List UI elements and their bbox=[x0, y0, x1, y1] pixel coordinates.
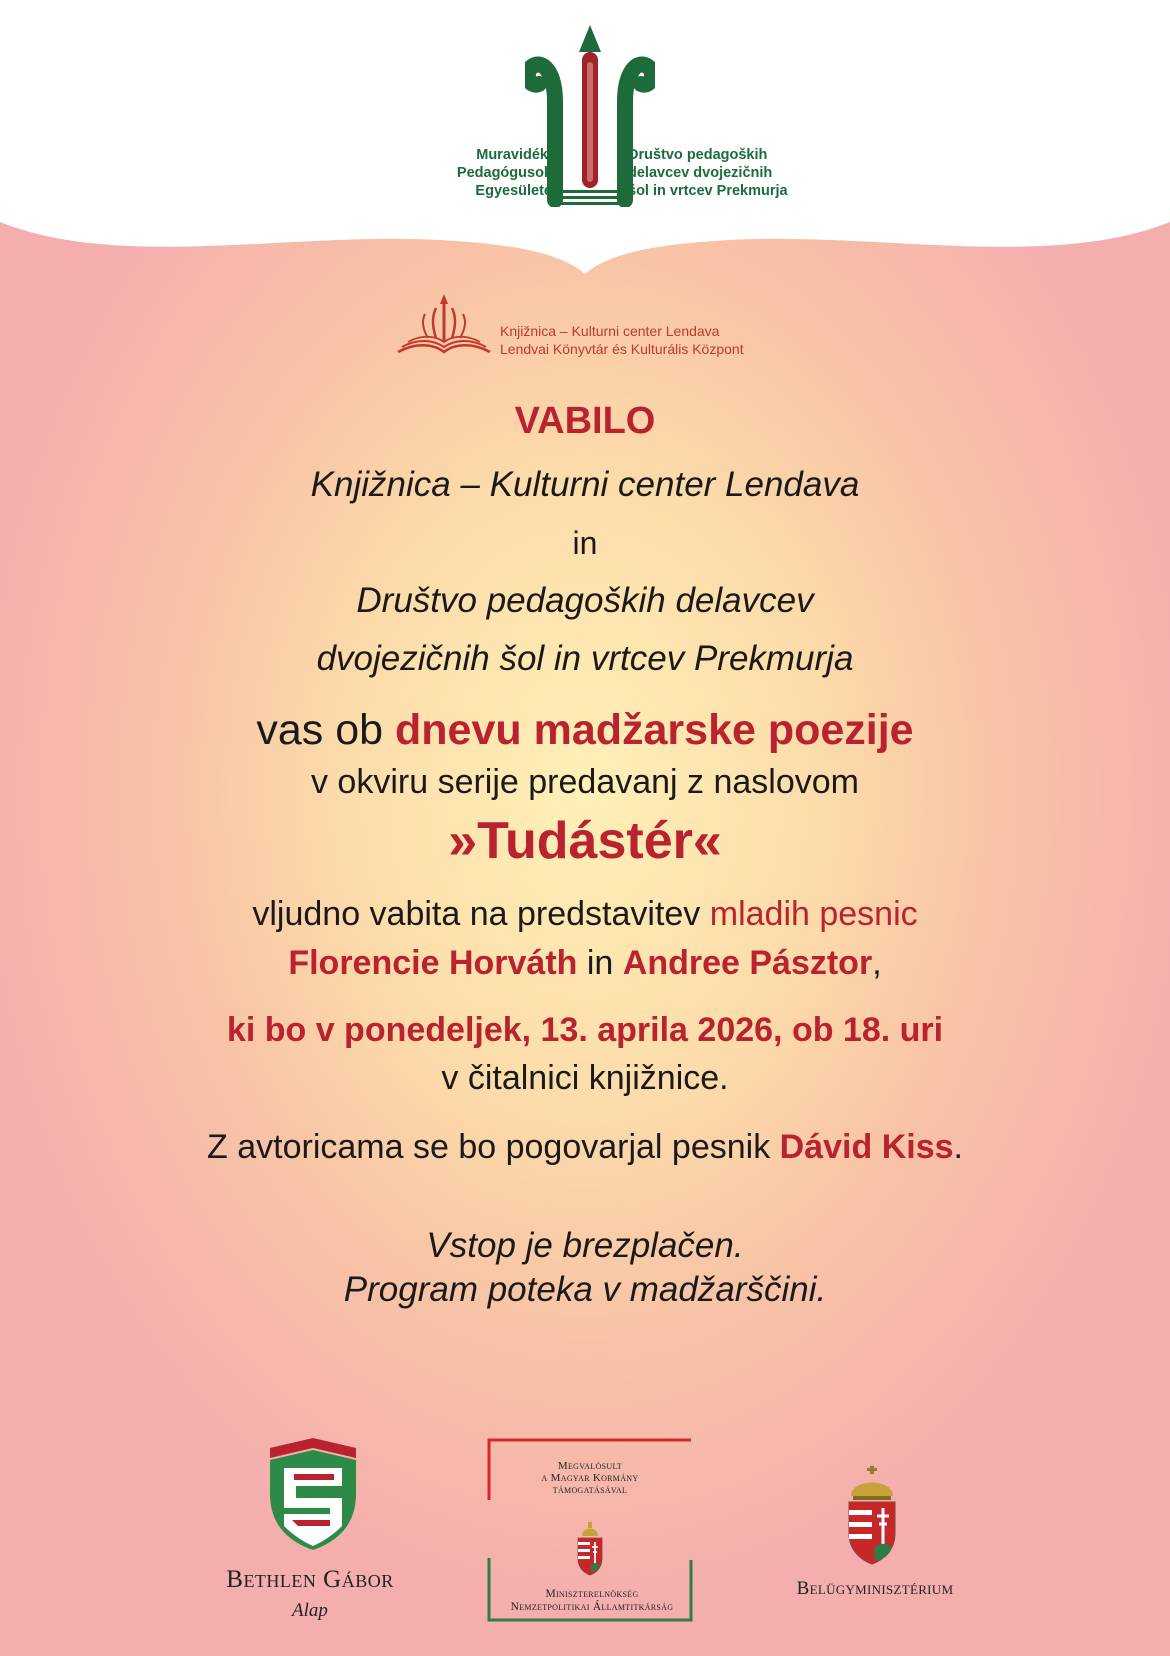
event-date: ki bo v ponedeljek, 13. aprila 2026, ob 18. uri bbox=[226, 1011, 944, 1049]
association-name-hungarian: Muravidéki Pedagógusok Egyesülete bbox=[456, 147, 552, 199]
government-support-text: Megvalósult a Magyar Kormány támogatásával bbox=[541, 1460, 639, 1496]
bethlen-gabor-shield-icon bbox=[266, 1434, 360, 1552]
poetry-day-name: dnevu madžarske poezije bbox=[395, 706, 914, 754]
event-venue: v čitalnici knjižnice. bbox=[441, 1059, 729, 1097]
entry-info: Vstop je brezplačen. bbox=[426, 1226, 744, 1265]
young-poets-label: mladih pesnic bbox=[709, 895, 918, 933]
host-association-line1: Društvo pedagoških delavcev bbox=[356, 581, 814, 620]
event-occasion: vas ob dnevu madžarske poezije bbox=[256, 706, 914, 754]
moderator-line: Z avtoricama se bo pogovarjal pesnik Dávid Kiss. bbox=[207, 1128, 963, 1166]
invite-line: vljudno vabita na predstavitev mladih pesnic bbox=[252, 895, 918, 933]
invitation-title: VABILO bbox=[514, 400, 656, 442]
series-title: »Tudástér« bbox=[448, 812, 722, 870]
poets-line: Florencie Horváth in Andree Pásztor, bbox=[288, 944, 882, 982]
series-line: v okviru serije predavanj z naslovom bbox=[310, 763, 860, 801]
interior-ministry-name: Belügyminisztérium bbox=[796, 1578, 954, 1599]
poet-name-1: Florencie Horváth bbox=[288, 944, 578, 982]
language-info: Program poteka v madžarščini. bbox=[343, 1270, 827, 1309]
hungarian-coat-of-arms-icon bbox=[576, 1522, 604, 1576]
interior-ministry-coat-of-arms-icon bbox=[845, 1466, 899, 1566]
bethlen-gabor-sub: Alap bbox=[292, 1600, 328, 1621]
moderator-name: Dávid Kiss bbox=[779, 1128, 954, 1166]
library-book-icon bbox=[394, 292, 494, 360]
host-library: Knjižnica – Kulturni center Lendava bbox=[310, 465, 860, 504]
association-name-slovenian: Društvo pedagoških delavcev dvojezičnih šol in vrtcev Prekmurja bbox=[628, 147, 788, 199]
ministry-text: Miniszterelnökség Nemzetpolitikai Államtitkárság bbox=[510, 1588, 674, 1613]
poet-name-2: Andree Pásztor bbox=[622, 944, 873, 982]
host-association-line2: dvojezičnih šol in vrtcev Prekmurja bbox=[316, 639, 854, 678]
invitation-body bbox=[0, 396, 1170, 1312]
host-conjunction: in bbox=[572, 525, 598, 561]
bethlen-gabor-name: Bethlen Gábor bbox=[226, 1566, 394, 1593]
library-name: Knjižnica – Kulturni center Lendava Lendvai Könyvtár és Kulturális Központ bbox=[500, 323, 744, 357]
